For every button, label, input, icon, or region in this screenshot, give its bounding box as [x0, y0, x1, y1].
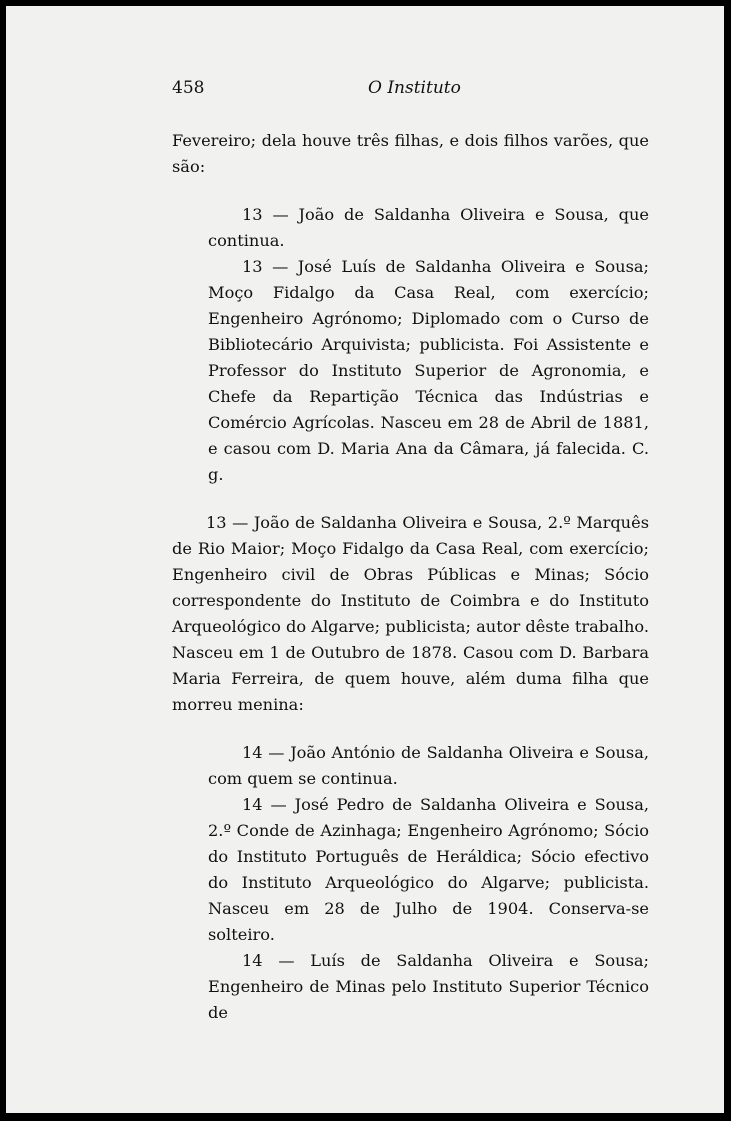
- running-title: O Instituto: [368, 78, 461, 98]
- entry-luis-14: 14 — Luís de Saldanha Oliveira e Sousa; Engenheiro de Minas pelo Instituto Superior Técnico de: [208, 951, 649, 1022]
- entry-joao-13: 13 — João de Saldanha Oliveira e Sousa, que continua.: [208, 205, 649, 250]
- entry-jose-luis-13: 13 — José Luís de Saldanha Oliveira e Sousa; Moço Fidalgo da Casa Real, com exercício; Engenheiro Agrónomo; Diplomado com o Curso de Bibliotecário Arquivista; publicista. Foi Assistente e Professor do Instituto Superior de Agronomia, e Chefe da Repartição Técnica das Indústrias e Comércio Agrícolas. Nasceu em 28 de Abril de 1881, e casou com D. Maria Ana da Câmara, já falecida. C. g.: [208, 257, 649, 484]
- generation-13-children: [172, 202, 649, 488]
- entry-joao-13-marques: 13 — João de Saldanha Oliveira e Sousa, 2.º Marquês de Rio Maior; Moço Fidalgo da Casa Real, com exercício; Engenheiro civil de Obras Públicas e Minas; Sócio correspondente do Instituto de Coimbra e do Instituto Arqueológico do Algarve; publicista; autor dêste trabalho. Nasceu em 1 de Outubro de 1878. Casou com D. Barbara Maria Ferreira, de quem houve, além duma filha que morreu menina:: [172, 513, 649, 714]
- page-header: [172, 78, 649, 102]
- generation-14-children: [172, 740, 649, 1026]
- book-page: [6, 6, 724, 1113]
- entry-jose-pedro-14: 14 — José Pedro de Saldanha Oliveira e Sousa, 2.º Conde de Azinhaga; Engenheiro Agrónomo; Sócio do Instituto Português de Heráldica; Sócio efectivo do Instituto Arqueológico do Algarve; publicista. Nasceu em 28 de Julho de 1904. Conserva-se solteiro.: [208, 795, 649, 944]
- paragraph-continuation: Fevereiro; dela houve três filhas, e dois filhos varões, que são:: [172, 131, 649, 176]
- page-number: 458: [172, 78, 205, 98]
- page-body: [172, 128, 649, 1026]
- entry-joao-antonio-14: 14 — João António de Saldanha Oliveira e Sousa, com quem se continua.: [208, 743, 649, 788]
